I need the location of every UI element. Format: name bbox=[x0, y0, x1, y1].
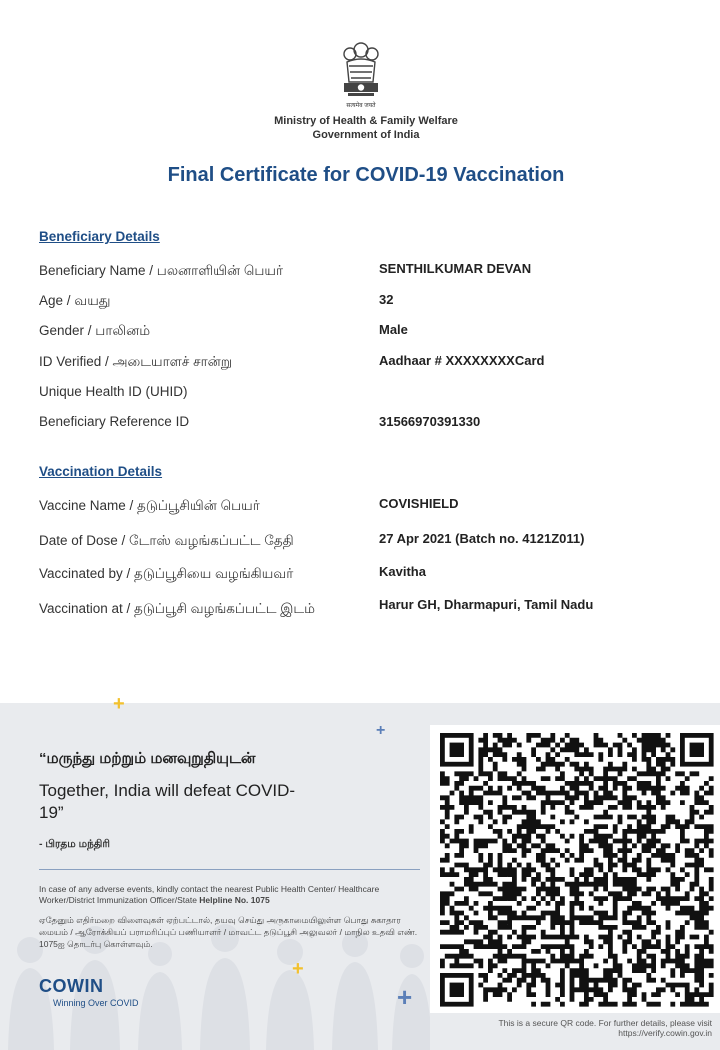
certificate-title: Final Certificate for COVID-19 Vaccination bbox=[167, 164, 565, 186]
date-of-dose-value: 27 Apr 2021 (Batch no. 4121Z011) bbox=[379, 531, 585, 546]
id-verified-value: Aadhaar # XXXXXXXXCard bbox=[379, 353, 545, 368]
cowin-tagline: Winning Over COVID bbox=[53, 998, 139, 1008]
vaccination-at-value: Harur GH, Dharmapuri, Tamil Nadu bbox=[379, 597, 594, 612]
qr-code-icon bbox=[430, 725, 720, 1013]
ministry-line-2: Government of India bbox=[312, 129, 420, 141]
qr-code-panel bbox=[430, 725, 720, 1013]
vaccination-details-heading: Vaccination Details bbox=[39, 464, 163, 479]
age-value: 32 bbox=[379, 292, 394, 307]
vaccinated-by-value: Kavitha bbox=[379, 564, 426, 579]
plus-decoration-icon: + bbox=[376, 722, 386, 739]
uhid-label: Unique Health ID (UHID) bbox=[39, 384, 188, 399]
date-of-dose-label: Date of Dose / டோஸ் வழங்கப்பட்ட தேதி bbox=[39, 533, 294, 548]
beneficiary-details-heading: Beneficiary Details bbox=[39, 229, 160, 244]
plus-decoration-icon: + bbox=[397, 982, 413, 1012]
qr-note: This is a secure QR code. For further details, please visit https://verify.cowin.gov.in bbox=[498, 1018, 712, 1038]
gender-label: Gender / பாலினம் bbox=[39, 323, 151, 338]
vaccinated-by-label: Vaccinated by / தடுப்பூசியை வழங்கியவர் bbox=[39, 566, 294, 581]
vaccine-name-value: COVISHIELD bbox=[379, 496, 459, 511]
beneficiary-name-label: Beneficiary Name / பலனாளியின் பெயர் bbox=[39, 263, 283, 278]
quote-attribution: - பிரதம மந்திரி bbox=[39, 838, 110, 850]
plus-decoration-icon: + bbox=[113, 693, 125, 715]
plus-decoration-icon: + bbox=[292, 958, 304, 980]
vaccination-at-label: Vaccination at / தடுப்பூசி வழங்கப்பட்ட இடம் bbox=[39, 601, 315, 616]
national-emblem-icon bbox=[338, 38, 384, 108]
helpline-text-prefix: In case of any adverse events, kindly contact the nearest Public Health Center/ Healthcare Worker/District Immunization Officer/State bbox=[39, 884, 380, 905]
ministry-line-1: Ministry of Health & Family Welfare bbox=[274, 115, 458, 127]
helpline-text-tamil: ஏதேனும் எதிர்மறை விளைவுகள் ஏற்பட்டால், தயவு செய்து அருகாமையிலுள்ள பொது சுகாதார மையம் / ஆரோக்கியப் பராமரிப்புப் பணியாளர் / மாவட்ட தடுப்பூசி அலுவலர் / மாநில உதவி எண். 1075ஐ தொடர்பு கொள்ளவும். bbox=[39, 915, 418, 949]
helpline-text-english bbox=[39, 884, 411, 906]
emblem-caption: सत्यमेव जयते bbox=[346, 103, 376, 109]
footer-divider bbox=[39, 869, 420, 870]
id-verified-label: ID Verified / அடையாளச் சான்று bbox=[39, 354, 232, 369]
helpline-number: Helpline No. 1075 bbox=[199, 895, 270, 905]
cowin-logo: COWIN bbox=[39, 976, 104, 996]
ministry-name bbox=[0, 114, 720, 142]
vaccine-name-label: Vaccine Name / தடுப்பூசியின் பெயர் bbox=[39, 498, 260, 513]
quote-english: Together, India will defeat COVID-19” bbox=[39, 781, 296, 822]
reference-id-label: Beneficiary Reference ID bbox=[39, 414, 190, 429]
quote-tamil: “மருந்து மற்றும் மனவுறுதியுடன் bbox=[39, 750, 256, 767]
beneficiary-name-value: SENTHILKUMAR DEVAN bbox=[379, 261, 532, 276]
reference-id-value: 31566970391330 bbox=[379, 414, 481, 429]
gender-value: Male bbox=[379, 322, 408, 337]
age-label: Age / வயது bbox=[39, 293, 111, 308]
